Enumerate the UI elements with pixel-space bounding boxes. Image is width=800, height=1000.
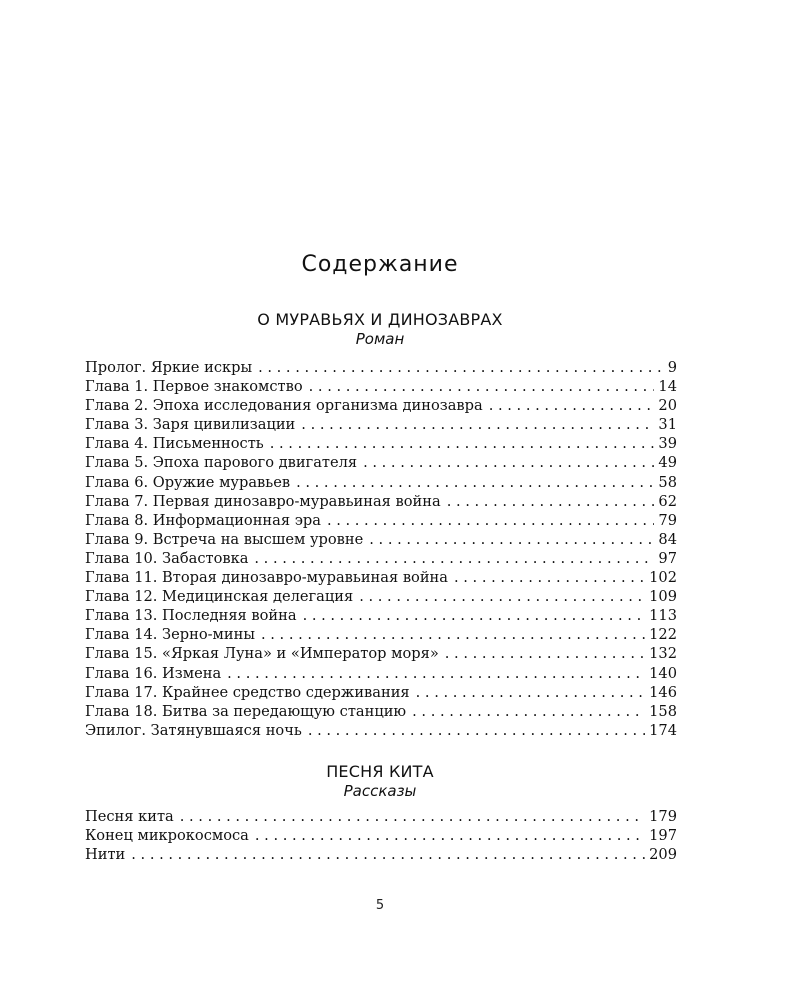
toc-entry-label: Нити bbox=[85, 846, 126, 864]
toc-entry-label: Глава 8. Информационная эра bbox=[85, 511, 321, 529]
dot-leader bbox=[180, 807, 645, 826]
toc-entry-label: Песня кита bbox=[85, 808, 174, 825]
toc-entry-page: 109 bbox=[649, 588, 677, 606]
toc-entry-page: 209 bbox=[649, 846, 677, 864]
dot-leader bbox=[227, 664, 645, 683]
toc-entry-label: Глава 4. Письменность bbox=[85, 435, 264, 453]
toc-entry bbox=[85, 807, 677, 826]
toc-entry-label: Глава 9. Встреча на высшем уровне bbox=[85, 530, 364, 548]
dot-leader bbox=[327, 511, 654, 530]
toc-entry bbox=[85, 396, 677, 415]
toc-entry-label: Глава 2. Эпоха исследования организма динозавра bbox=[85, 397, 483, 415]
section-title: О МУРАВЬЯХ И ДИНОЗАВРАХ bbox=[257, 310, 503, 329]
toc-entry bbox=[85, 683, 677, 702]
toc-entry-label: Глава 3. Заря цивилизации bbox=[85, 416, 296, 434]
toc-entry-page: 197 bbox=[649, 827, 677, 845]
toc-entry bbox=[85, 568, 677, 587]
toc-entry-page: 62 bbox=[658, 492, 677, 510]
toc-entry-page: 31 bbox=[658, 416, 677, 434]
toc-entry bbox=[85, 845, 677, 864]
toc-entry bbox=[85, 530, 677, 549]
toc-entry bbox=[85, 606, 677, 625]
toc-entry bbox=[85, 826, 677, 845]
section-header-stories bbox=[0, 762, 760, 800]
toc-entry bbox=[85, 625, 677, 644]
toc-entry bbox=[85, 415, 677, 434]
toc-entry-page: 14 bbox=[658, 378, 677, 396]
toc-entry-page: 102 bbox=[649, 569, 677, 587]
toc-entry bbox=[85, 492, 677, 511]
dot-leader bbox=[454, 568, 645, 587]
dot-leader bbox=[445, 644, 645, 663]
toc-entry-page: 20 bbox=[658, 397, 677, 415]
toc-entry bbox=[85, 702, 677, 721]
dot-leader bbox=[308, 721, 645, 740]
section-subtitle: Рассказы bbox=[343, 782, 417, 800]
dot-leader bbox=[303, 606, 646, 625]
toc-entry-label: Глава 13. Последняя война bbox=[85, 607, 297, 625]
toc-entry bbox=[85, 377, 677, 396]
toc-entry-page: 146 bbox=[649, 683, 677, 701]
dot-leader bbox=[261, 625, 645, 644]
dot-leader bbox=[309, 377, 655, 396]
toc-entry-page: 140 bbox=[649, 664, 677, 682]
toc-entry-page: 122 bbox=[649, 626, 677, 644]
toc-entry bbox=[85, 453, 677, 472]
toc-entry-label: Глава 10. Забастовка bbox=[85, 549, 249, 567]
toc-entry-page: 9 bbox=[667, 359, 677, 376]
toc-entry-label: Конец микрокосмоса bbox=[85, 827, 249, 845]
toc-entry-label: Глава 14. Зерно-мины bbox=[85, 626, 255, 644]
toc-entry bbox=[85, 549, 677, 568]
toc-entry-label: Глава 18. Битва за передающую станцию bbox=[85, 702, 407, 720]
toc-entry-label: Глава 12. Медицинская делегация bbox=[85, 588, 354, 606]
page-title: Содержание bbox=[301, 252, 459, 277]
toc-entry bbox=[85, 664, 677, 683]
toc-list-novel bbox=[85, 358, 677, 740]
toc-entry-page: 79 bbox=[658, 511, 677, 529]
section-subtitle: Роман bbox=[355, 330, 405, 348]
toc-entry-page: 132 bbox=[649, 645, 677, 663]
dot-leader bbox=[255, 826, 645, 845]
dot-leader bbox=[359, 587, 645, 606]
dot-leader bbox=[296, 473, 654, 492]
toc-entry-page: 84 bbox=[658, 530, 677, 548]
dot-leader bbox=[416, 683, 646, 702]
toc-entry bbox=[85, 434, 677, 453]
toc-entry-label: Глава 7. Первая динозавро-муравьиная война bbox=[85, 492, 441, 510]
dot-leader bbox=[254, 549, 654, 568]
toc-entry-label: Глава 17. Крайнее средство сдерживания bbox=[85, 683, 410, 701]
section-header-novel bbox=[0, 310, 760, 348]
dot-leader bbox=[301, 415, 654, 434]
toc-entry-label: Глава 5. Эпоха парового двигателя bbox=[85, 454, 358, 472]
dot-leader bbox=[270, 434, 655, 453]
toc-entry-label: Пролог. Яркие искры bbox=[85, 359, 253, 376]
toc-entry-page: 158 bbox=[649, 702, 677, 720]
toc-entry bbox=[85, 358, 677, 377]
toc-list-stories bbox=[85, 807, 677, 864]
toc-entry-page: 179 bbox=[649, 808, 677, 825]
toc-entry bbox=[85, 473, 677, 492]
toc-entry bbox=[85, 511, 677, 530]
toc-entry-label: Глава 16. Измена bbox=[85, 664, 222, 682]
toc-entry-label: Глава 15. «Яркая Луна» и «Император моря» bbox=[85, 645, 439, 663]
dot-leader bbox=[369, 530, 654, 549]
dot-leader bbox=[363, 453, 654, 472]
toc-entry bbox=[85, 721, 677, 740]
toc-entry-page: 49 bbox=[658, 454, 677, 472]
toc-entry-label: Глава 1. Первое знакомство bbox=[85, 378, 303, 396]
page-number: 5 bbox=[375, 898, 385, 913]
dot-leader bbox=[412, 702, 645, 721]
toc-entry-page: 113 bbox=[649, 607, 677, 625]
toc-entry-label: Глава 6. Оружие муравьев bbox=[85, 473, 291, 491]
toc-entry-page: 174 bbox=[649, 721, 677, 739]
toc-entry-page: 58 bbox=[658, 473, 677, 491]
toc-entry bbox=[85, 587, 677, 606]
toc-entry-page: 39 bbox=[658, 435, 677, 453]
section-title: ПЕСНЯ КИТА bbox=[326, 762, 434, 781]
toc-entry-label: Глава 11. Вторая динозавро-муравьиная война bbox=[85, 569, 448, 587]
toc-entry bbox=[85, 644, 677, 663]
dot-leader bbox=[489, 396, 655, 415]
toc-entry-page: 97 bbox=[658, 549, 677, 567]
dot-leader bbox=[258, 358, 664, 377]
dot-leader bbox=[447, 492, 655, 511]
toc-entry-label: Эпилог. Затянувшаяся ночь bbox=[85, 721, 302, 739]
dot-leader bbox=[131, 845, 645, 864]
